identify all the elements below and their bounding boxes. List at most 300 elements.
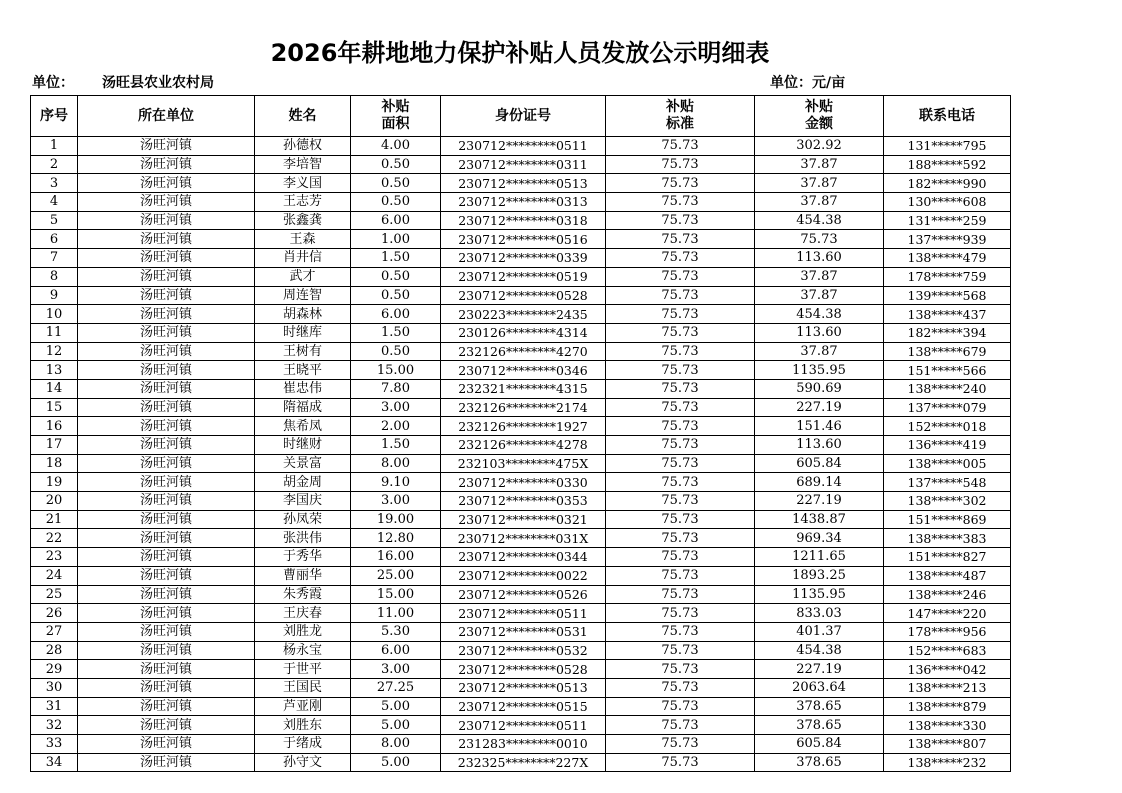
cell-area: 5.00 [351, 753, 441, 772]
cell-area: 6.00 [351, 305, 441, 324]
cell-id-number: 230712********0519 [441, 267, 606, 286]
cell-unit: 汤旺河镇 [78, 716, 255, 735]
cell-amount: 75.73 [755, 230, 884, 249]
header-name: 姓名 [255, 96, 351, 137]
header-amount-line1: 补贴 [805, 99, 833, 115]
cell-phone: 138*****383 [884, 529, 1011, 548]
table-row [31, 417, 1011, 436]
header-area [351, 96, 441, 137]
cell-unit: 汤旺河镇 [78, 417, 255, 436]
cell-seq: 34 [31, 753, 78, 772]
cell-unit: 汤旺河镇 [78, 323, 255, 342]
cell-id-number: 232325********227X [441, 753, 606, 772]
cell-phone: 138*****005 [884, 454, 1011, 473]
table-body [31, 137, 1011, 772]
cell-seq: 16 [31, 417, 78, 436]
cell-name: 刘胜龙 [255, 622, 351, 641]
cell-area: 5.30 [351, 622, 441, 641]
cell-unit: 汤旺河镇 [78, 622, 255, 641]
cell-area: 1.50 [351, 436, 441, 455]
table-row [31, 361, 1011, 380]
table-row [31, 454, 1011, 473]
cell-id-number: 232126********2174 [441, 398, 606, 417]
cell-standard: 75.73 [606, 342, 755, 361]
cell-id-number: 230712********0528 [441, 660, 606, 679]
cell-amount: 378.65 [755, 697, 884, 716]
cell-area: 7.80 [351, 379, 441, 398]
cell-standard: 75.73 [606, 735, 755, 754]
cell-unit: 汤旺河镇 [78, 137, 255, 156]
cell-area: 6.00 [351, 211, 441, 230]
cell-seq: 23 [31, 548, 78, 567]
unit-label: 单位： [32, 75, 74, 91]
cell-seq: 13 [31, 361, 78, 380]
cell-phone: 136*****042 [884, 660, 1011, 679]
cell-area: 4.00 [351, 137, 441, 156]
cell-standard: 75.73 [606, 137, 755, 156]
cell-amount: 1135.95 [755, 585, 884, 604]
header-seq: 序号 [31, 96, 78, 137]
cell-amount: 1135.95 [755, 361, 884, 380]
cell-unit: 汤旺河镇 [78, 379, 255, 398]
cell-seq: 4 [31, 193, 78, 212]
cell-amount: 378.65 [755, 716, 884, 735]
cell-name: 芦亚刚 [255, 697, 351, 716]
cell-id-number: 231283********0010 [441, 735, 606, 754]
cell-seq: 11 [31, 323, 78, 342]
cell-amount: 833.03 [755, 604, 884, 623]
cell-seq: 24 [31, 566, 78, 585]
table-row [31, 510, 1011, 529]
cell-standard: 75.73 [606, 548, 755, 567]
cell-phone: 178*****759 [884, 267, 1011, 286]
cell-seq: 27 [31, 622, 78, 641]
cell-amount: 151.46 [755, 417, 884, 436]
cell-seq: 18 [31, 454, 78, 473]
cell-amount: 1211.65 [755, 548, 884, 567]
table-row [31, 249, 1011, 268]
cell-amount: 454.38 [755, 305, 884, 324]
cell-standard: 75.73 [606, 305, 755, 324]
table-row [31, 548, 1011, 567]
cell-name: 王国民 [255, 678, 351, 697]
cell-area: 8.00 [351, 454, 441, 473]
cell-id-number: 230126********4314 [441, 323, 606, 342]
cell-name: 武才 [255, 267, 351, 286]
table-row [31, 492, 1011, 511]
cell-standard: 75.73 [606, 249, 755, 268]
cell-amount: 605.84 [755, 454, 884, 473]
cell-phone: 151*****869 [884, 510, 1011, 529]
cell-name: 孙凤荣 [255, 510, 351, 529]
cell-area: 6.00 [351, 641, 441, 660]
cell-amount: 454.38 [755, 641, 884, 660]
cell-amount: 113.60 [755, 249, 884, 268]
cell-seq: 8 [31, 267, 78, 286]
cell-area: 3.00 [351, 660, 441, 679]
cell-id-number: 230712********0330 [441, 473, 606, 492]
cell-amount: 689.14 [755, 473, 884, 492]
cell-phone: 138*****240 [884, 379, 1011, 398]
cell-name: 胡森林 [255, 305, 351, 324]
cell-amount: 1893.25 [755, 566, 884, 585]
cell-area: 1.50 [351, 323, 441, 342]
cell-area: 27.25 [351, 678, 441, 697]
cell-standard: 75.73 [606, 622, 755, 641]
cell-standard: 75.73 [606, 716, 755, 735]
cell-unit: 汤旺河镇 [78, 230, 255, 249]
table-row [31, 286, 1011, 305]
cell-amount: 113.60 [755, 436, 884, 455]
table-row [31, 211, 1011, 230]
cell-phone: 136*****419 [884, 436, 1011, 455]
cell-seq: 30 [31, 678, 78, 697]
table-row [31, 137, 1011, 156]
table-row [31, 398, 1011, 417]
cell-amount: 227.19 [755, 398, 884, 417]
header-standard-line2: 标准 [666, 116, 694, 132]
cell-area: 5.00 [351, 697, 441, 716]
cell-amount: 37.87 [755, 267, 884, 286]
cell-standard: 75.73 [606, 566, 755, 585]
cell-name: 王晓平 [255, 361, 351, 380]
cell-id-number: 230712********0532 [441, 641, 606, 660]
cell-phone: 178*****956 [884, 622, 1011, 641]
cell-phone: 182*****990 [884, 174, 1011, 193]
cell-phone: 137*****939 [884, 230, 1011, 249]
cell-id-number: 230712********0318 [441, 211, 606, 230]
header-row [31, 96, 1011, 137]
cell-amount: 2063.64 [755, 678, 884, 697]
header-id: 身份证号 [441, 96, 606, 137]
table-row [31, 323, 1011, 342]
cell-id-number: 230712********0528 [441, 286, 606, 305]
cell-phone: 152*****683 [884, 641, 1011, 660]
cell-id-number: 230712********0311 [441, 155, 606, 174]
cell-standard: 75.73 [606, 379, 755, 398]
cell-id-number: 230712********0511 [441, 604, 606, 623]
table-row [31, 716, 1011, 735]
cell-name: 肖井信 [255, 249, 351, 268]
cell-standard: 75.73 [606, 193, 755, 212]
cell-area: 25.00 [351, 566, 441, 585]
cell-amount: 590.69 [755, 379, 884, 398]
cell-id-number: 232321********4315 [441, 379, 606, 398]
table-row [31, 155, 1011, 174]
cell-seq: 22 [31, 529, 78, 548]
cell-seq: 28 [31, 641, 78, 660]
cell-id-number: 230712********0513 [441, 174, 606, 193]
cell-seq: 1 [31, 137, 78, 156]
cell-unit: 汤旺河镇 [78, 454, 255, 473]
cell-area: 0.50 [351, 193, 441, 212]
cell-name: 隋福成 [255, 398, 351, 417]
cell-area: 1.50 [351, 249, 441, 268]
cell-phone: 138*****246 [884, 585, 1011, 604]
table-row [31, 678, 1011, 697]
cell-unit: 汤旺河镇 [78, 249, 255, 268]
cell-name: 李国庆 [255, 492, 351, 511]
cell-area: 12.80 [351, 529, 441, 548]
cell-amount: 227.19 [755, 660, 884, 679]
cell-standard: 75.73 [606, 753, 755, 772]
cell-amount: 37.87 [755, 286, 884, 305]
cell-id-number: 232126********1927 [441, 417, 606, 436]
cell-unit: 汤旺河镇 [78, 735, 255, 754]
cell-area: 0.50 [351, 267, 441, 286]
subsidy-table [30, 95, 1011, 772]
cell-name: 时继库 [255, 323, 351, 342]
cell-area: 0.50 [351, 155, 441, 174]
cell-id-number: 230712********0353 [441, 492, 606, 511]
cell-unit: 汤旺河镇 [78, 174, 255, 193]
cell-seq: 21 [31, 510, 78, 529]
cell-area: 3.00 [351, 398, 441, 417]
cell-seq: 5 [31, 211, 78, 230]
cell-id-number: 230712********0511 [441, 137, 606, 156]
cell-unit: 汤旺河镇 [78, 155, 255, 174]
cell-standard: 75.73 [606, 323, 755, 342]
cell-name: 于绪成 [255, 735, 351, 754]
cell-name: 孙德权 [255, 137, 351, 156]
cell-phone: 138*****302 [884, 492, 1011, 511]
cell-standard: 75.73 [606, 492, 755, 511]
table-row [31, 529, 1011, 548]
cell-name: 张鑫龚 [255, 211, 351, 230]
cell-name: 王志芳 [255, 193, 351, 212]
cell-unit: 汤旺河镇 [78, 529, 255, 548]
cell-id-number: 230712********0022 [441, 566, 606, 585]
cell-area: 15.00 [351, 585, 441, 604]
cell-unit: 汤旺河镇 [78, 641, 255, 660]
cell-id-number: 230712********0531 [441, 622, 606, 641]
cell-amount: 113.60 [755, 323, 884, 342]
cell-amount: 302.92 [755, 137, 884, 156]
cell-unit: 汤旺河镇 [78, 566, 255, 585]
cell-unit: 汤旺河镇 [78, 548, 255, 567]
cell-standard: 75.73 [606, 473, 755, 492]
cell-seq: 10 [31, 305, 78, 324]
cell-phone: 138*****879 [884, 697, 1011, 716]
cell-id-number: 232126********4278 [441, 436, 606, 455]
cell-standard: 75.73 [606, 604, 755, 623]
cell-id-number: 230712********0344 [441, 548, 606, 567]
cell-name: 于世平 [255, 660, 351, 679]
cell-unit: 汤旺河镇 [78, 585, 255, 604]
table-row [31, 622, 1011, 641]
cell-phone: 138*****330 [884, 716, 1011, 735]
cell-name: 胡金周 [255, 473, 351, 492]
cell-unit: 汤旺河镇 [78, 286, 255, 305]
header-area-line2: 面积 [381, 116, 410, 132]
cell-id-number: 230712********0511 [441, 716, 606, 735]
cell-standard: 75.73 [606, 286, 755, 305]
cell-id-number: 230712********0346 [441, 361, 606, 380]
cell-standard: 75.73 [606, 585, 755, 604]
cell-name: 时继财 [255, 436, 351, 455]
cell-phone: 138*****479 [884, 249, 1011, 268]
cell-amount: 37.87 [755, 342, 884, 361]
header-phone: 联系电话 [884, 96, 1011, 137]
cell-standard: 75.73 [606, 678, 755, 697]
cell-phone: 138*****487 [884, 566, 1011, 585]
cell-unit: 汤旺河镇 [78, 660, 255, 679]
table-row [31, 436, 1011, 455]
cell-phone: 138*****807 [884, 735, 1011, 754]
table-row [31, 566, 1011, 585]
table-row [31, 230, 1011, 249]
cell-phone: 138*****232 [884, 753, 1011, 772]
cell-phone: 139*****568 [884, 286, 1011, 305]
cell-unit: 汤旺河镇 [78, 398, 255, 417]
cell-name: 王树有 [255, 342, 351, 361]
cell-standard: 75.73 [606, 398, 755, 417]
cell-phone: 147*****220 [884, 604, 1011, 623]
page-title: 2026年耕地地力保护补贴人员发放公示明细表 [270, 39, 770, 67]
cell-phone: 151*****827 [884, 548, 1011, 567]
header-amount [755, 96, 884, 137]
cell-standard: 75.73 [606, 436, 755, 455]
cell-amount: 37.87 [755, 174, 884, 193]
cell-phone: 151*****566 [884, 361, 1011, 380]
cell-amount: 378.65 [755, 753, 884, 772]
cell-standard: 75.73 [606, 454, 755, 473]
cell-id-number: 230712********0513 [441, 678, 606, 697]
cell-unit: 汤旺河镇 [78, 753, 255, 772]
cell-name: 杨永宝 [255, 641, 351, 660]
cell-phone: 131*****795 [884, 137, 1011, 156]
cell-seq: 3 [31, 174, 78, 193]
cell-unit: 汤旺河镇 [78, 211, 255, 230]
cell-id-number: 230712********0516 [441, 230, 606, 249]
cell-amount: 37.87 [755, 155, 884, 174]
cell-seq: 20 [31, 492, 78, 511]
table-row [31, 305, 1011, 324]
table-row [31, 735, 1011, 754]
cell-amount: 1438.87 [755, 510, 884, 529]
cell-seq: 17 [31, 436, 78, 455]
cell-unit: 汤旺河镇 [78, 361, 255, 380]
cell-seq: 6 [31, 230, 78, 249]
cell-id-number: 230712********0515 [441, 697, 606, 716]
cell-unit: 汤旺河镇 [78, 193, 255, 212]
cell-phone: 131*****259 [884, 211, 1011, 230]
cell-phone: 138*****679 [884, 342, 1011, 361]
header-area-line1: 补贴 [381, 99, 410, 115]
cell-phone: 138*****213 [884, 678, 1011, 697]
cell-seq: 14 [31, 379, 78, 398]
cell-unit: 汤旺河镇 [78, 697, 255, 716]
cell-area: 16.00 [351, 548, 441, 567]
cell-seq: 19 [31, 473, 78, 492]
table-row [31, 753, 1011, 772]
cell-standard: 75.73 [606, 529, 755, 548]
cell-phone: 188*****592 [884, 155, 1011, 174]
table-row [31, 660, 1011, 679]
cell-unit: 汤旺河镇 [78, 492, 255, 511]
cell-standard: 75.73 [606, 230, 755, 249]
cell-standard: 75.73 [606, 697, 755, 716]
cell-name: 于秀华 [255, 548, 351, 567]
table-row [31, 174, 1011, 193]
money-unit: 单位：元/亩 [770, 75, 846, 91]
cell-seq: 26 [31, 604, 78, 623]
cell-phone: 137*****079 [884, 398, 1011, 417]
cell-phone: 130*****608 [884, 193, 1011, 212]
cell-unit: 汤旺河镇 [78, 267, 255, 286]
table-row [31, 641, 1011, 660]
cell-id-number: 230712********031X [441, 529, 606, 548]
cell-area: 8.00 [351, 735, 441, 754]
cell-area: 1.00 [351, 230, 441, 249]
cell-standard: 75.73 [606, 417, 755, 436]
table-row [31, 342, 1011, 361]
cell-standard: 75.73 [606, 510, 755, 529]
cell-seq: 7 [31, 249, 78, 268]
cell-area: 3.00 [351, 492, 441, 511]
table-row [31, 604, 1011, 623]
cell-area: 0.50 [351, 174, 441, 193]
cell-seq: 33 [31, 735, 78, 754]
cell-amount: 227.19 [755, 492, 884, 511]
table-row [31, 473, 1011, 492]
cell-unit: 汤旺河镇 [78, 604, 255, 623]
cell-unit: 汤旺河镇 [78, 510, 255, 529]
cell-name: 张洪伟 [255, 529, 351, 548]
cell-id-number: 230712********0321 [441, 510, 606, 529]
cell-id-number: 230223********2435 [441, 305, 606, 324]
cell-id-number: 232103********475X [441, 454, 606, 473]
header-unit: 所在单位 [78, 96, 255, 137]
cell-unit: 汤旺河镇 [78, 436, 255, 455]
cell-id-number: 230712********0313 [441, 193, 606, 212]
cell-area: 9.10 [351, 473, 441, 492]
cell-seq: 25 [31, 585, 78, 604]
cell-name: 曹丽华 [255, 566, 351, 585]
cell-standard: 75.73 [606, 155, 755, 174]
table-row [31, 585, 1011, 604]
cell-seq: 32 [31, 716, 78, 735]
cell-id-number: 230712********0526 [441, 585, 606, 604]
cell-name: 关景富 [255, 454, 351, 473]
cell-area: 2.00 [351, 417, 441, 436]
table-row [31, 379, 1011, 398]
cell-phone: 138*****437 [884, 305, 1011, 324]
cell-phone: 152*****018 [884, 417, 1011, 436]
issuing-unit [32, 72, 214, 92]
cell-seq: 9 [31, 286, 78, 305]
cell-name: 周连智 [255, 286, 351, 305]
cell-unit: 汤旺河镇 [78, 305, 255, 324]
cell-phone: 182*****394 [884, 323, 1011, 342]
cell-standard: 75.73 [606, 660, 755, 679]
cell-seq: 15 [31, 398, 78, 417]
cell-name: 崔忠伟 [255, 379, 351, 398]
cell-seq: 29 [31, 660, 78, 679]
cell-area: 5.00 [351, 716, 441, 735]
header-standard [606, 96, 755, 137]
cell-name: 孙守文 [255, 753, 351, 772]
cell-phone: 137*****548 [884, 473, 1011, 492]
cell-name: 王森 [255, 230, 351, 249]
unit-name: 汤旺县农业农村局 [102, 75, 214, 91]
cell-amount: 605.84 [755, 735, 884, 754]
cell-standard: 75.73 [606, 174, 755, 193]
cell-id-number: 232126********4270 [441, 342, 606, 361]
cell-standard: 75.73 [606, 361, 755, 380]
cell-name: 李培智 [255, 155, 351, 174]
cell-seq: 31 [31, 697, 78, 716]
